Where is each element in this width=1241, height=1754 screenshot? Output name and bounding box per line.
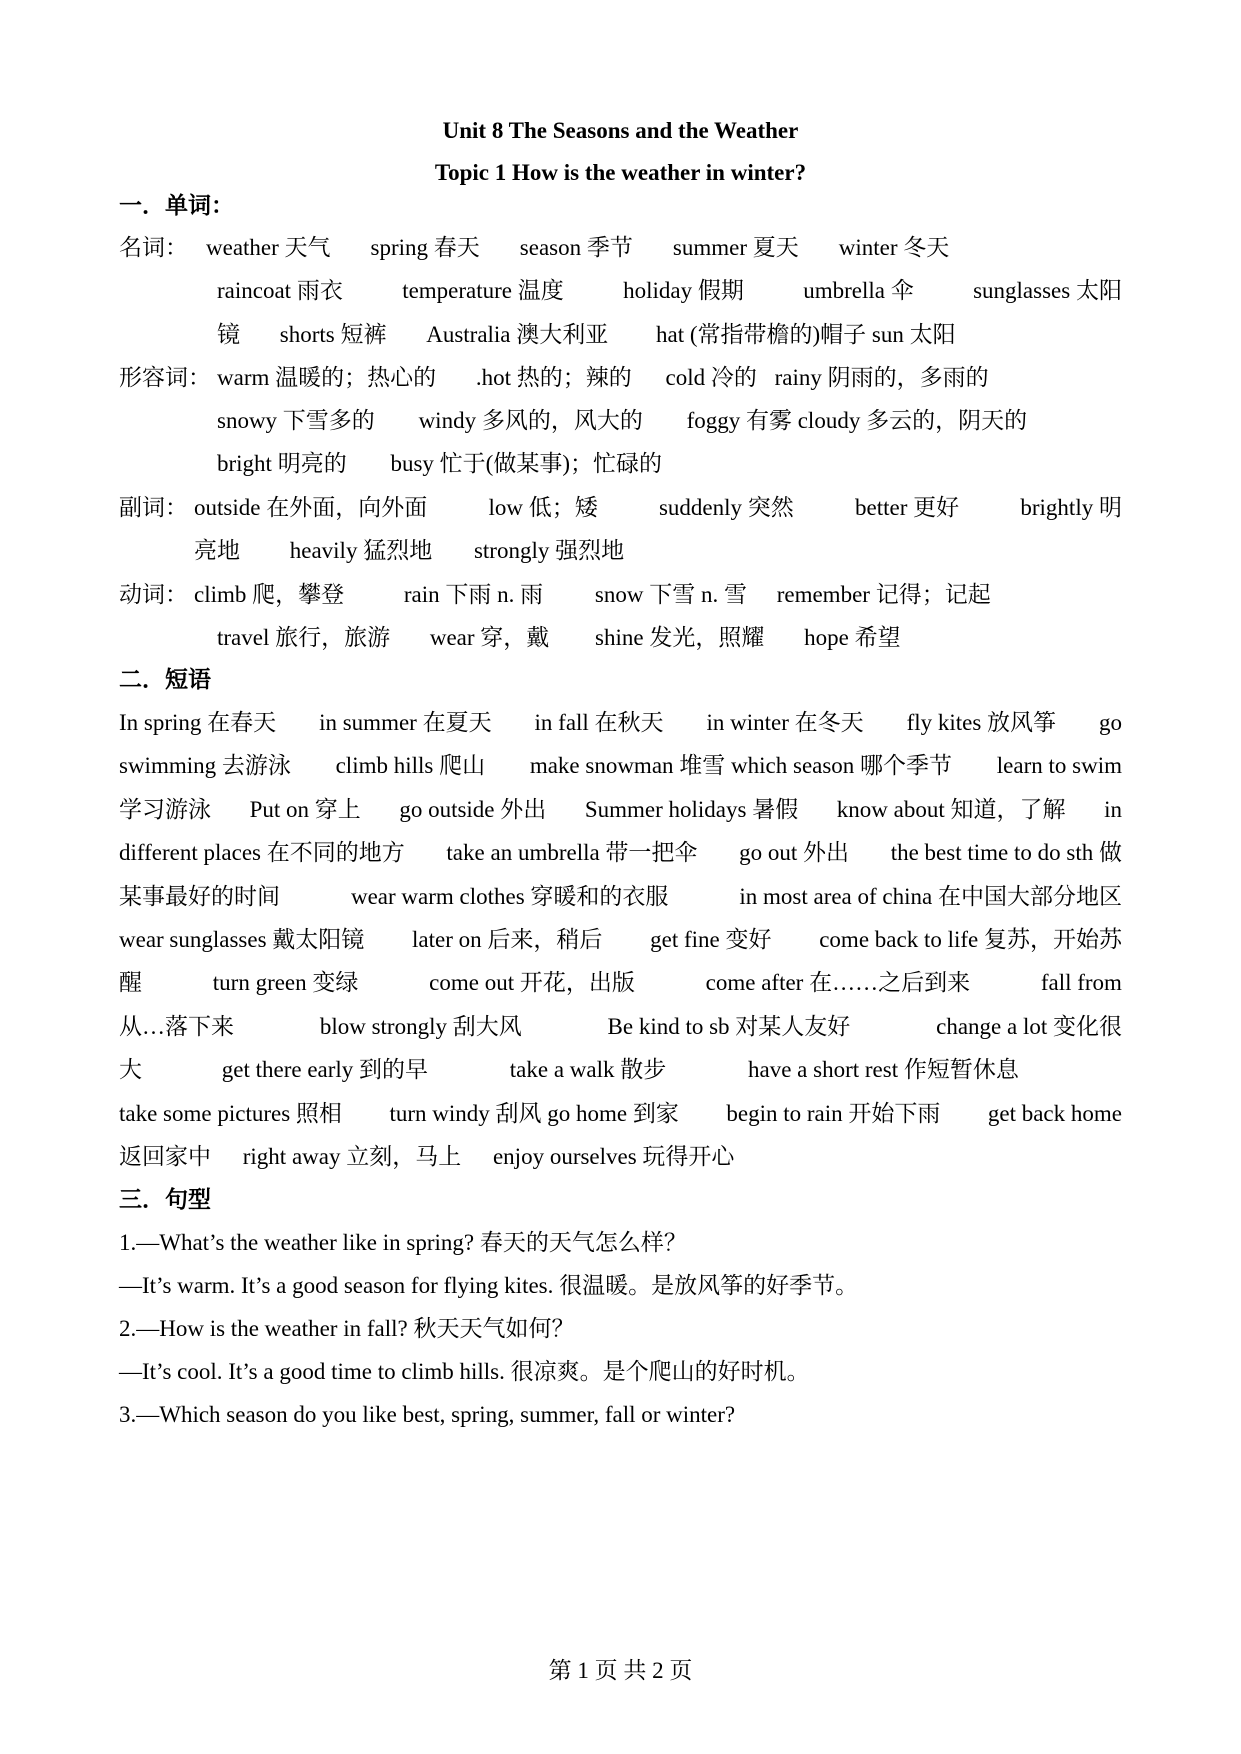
- adjectives-row-2: [217, 406, 1027, 436]
- verbs-label: 动词：: [119, 582, 188, 607]
- phrase-item: go out 外出: [739, 840, 850, 865]
- adverbs-label: 副词：: [119, 495, 188, 520]
- phrase-item: come out 开花，出版: [429, 970, 635, 995]
- phrase-item: blow strongly 刮大风: [319, 1014, 522, 1039]
- phrase-item: in fall 在秋天: [534, 710, 664, 735]
- vocab-item: rain 下雨 n. 雨: [403, 582, 544, 607]
- vocab-item: windy 多风的，风大的: [418, 408, 643, 433]
- vocab-item: remember 记得；记起: [776, 582, 991, 607]
- phrase-item: go: [1098, 710, 1122, 735]
- phrase-item: later on 后来，稍后: [412, 927, 603, 952]
- vocab-item: temperature 温度: [402, 278, 564, 303]
- vocab-item: suddenly 突然: [658, 495, 794, 520]
- phrase-item: go outside 外出: [399, 797, 547, 822]
- vocab-item: climb 爬，攀登: [194, 582, 345, 607]
- sentence-line: —It’s cool. It’s a good time to climb hills. 很凉爽。是个爬山的好时机。: [119, 1359, 810, 1384]
- phrase-item: get back home: [987, 1101, 1122, 1126]
- vocab-item: hope 希望: [804, 625, 901, 650]
- vocab-item: 镜: [217, 322, 240, 347]
- vocab-item: brightly 明: [1020, 495, 1122, 520]
- vocab-item: busy 忙于(做某事)；忙碌的: [390, 451, 662, 476]
- vocab-item: summer 夏天: [672, 235, 799, 260]
- phrase-item: in most area of china 在中国大部分地区: [739, 884, 1122, 909]
- phrase-line-11: [119, 1142, 734, 1172]
- phrase-line-5: [119, 882, 1122, 912]
- vocab-item: better 更好: [855, 495, 960, 520]
- phrase-item: begin to rain 开始下雨: [726, 1101, 941, 1126]
- phrase-item: right away 立刻，马上: [242, 1144, 462, 1169]
- phrase-item: get there early 到的早: [221, 1057, 429, 1082]
- phrase-item: wear warm clothes 穿暖和的衣服: [350, 884, 669, 909]
- vocab-item: foggy 有雾 cloudy 多云的，阴天的: [686, 408, 1028, 433]
- phrase-line-10: [119, 1099, 1122, 1129]
- vocab-item: travel 旅行，旅游: [217, 625, 391, 650]
- phrase-item: Be kind to sb 对某人友好: [607, 1014, 851, 1039]
- vocab-item: hat (常指带檐的)帽子 sun 太阳: [656, 322, 956, 347]
- adjectives-row-3: [217, 449, 662, 479]
- nouns-row-3: [217, 320, 956, 350]
- phrase-item: 大: [119, 1057, 142, 1082]
- vocab-item: heavily 猛烈地: [289, 538, 433, 563]
- phrase-item: turn windy 刮风 go home 到家: [389, 1101, 679, 1126]
- vocab-item: low 低；矮: [488, 495, 598, 520]
- phrase-item: fly kites 放风筝: [906, 710, 1057, 735]
- vocab-item: shine 发光，照耀: [595, 625, 765, 650]
- phrase-line-6: [119, 925, 1122, 955]
- phrase-item: take an umbrella 带一把伞: [446, 840, 698, 865]
- phrase-item: Summer holidays 暑假: [584, 797, 799, 822]
- phrase-item: learn to swim: [996, 753, 1122, 778]
- section-heading-phrases: 二．短语: [119, 667, 211, 692]
- adverbs-row-2: [194, 536, 624, 566]
- sentence-line: 3.—Which season do you like best, spring, summer, fall or winter?: [119, 1402, 736, 1427]
- phrase-item: in winter 在冬天: [706, 710, 864, 735]
- phrase-line-1: [119, 708, 1122, 738]
- phrase-item: turn green 变绿: [212, 970, 359, 995]
- phrase-item: fall from: [1040, 970, 1122, 995]
- vocab-item: 亮地: [194, 538, 240, 563]
- phrase-line-7: [119, 968, 1122, 998]
- phrase-item: take a walk 散步: [509, 1057, 667, 1082]
- adverbs-row-1: [194, 493, 1122, 523]
- phrase-item: change a lot 变化很: [936, 1014, 1122, 1039]
- vocab-item: warm 温暖的；热心的: [217, 365, 437, 390]
- phrase-item: In spring 在春天: [119, 710, 277, 735]
- vocab-item: raincoat 雨衣: [217, 278, 343, 303]
- vocab-item: bright 明亮的: [217, 451, 347, 476]
- phrase-item: 醒: [119, 970, 142, 995]
- phrase-item: take some pictures 照相: [119, 1101, 342, 1126]
- sentence-line: 1.—What’s the weather like in spring? 春天的天气怎么样？: [119, 1230, 687, 1255]
- phrase-item: different places 在不同的地方: [119, 840, 405, 865]
- phrase-item: Put on 穿上: [249, 797, 361, 822]
- vocab-item: snow 下雪 n. 雪: [594, 582, 747, 607]
- phrase-item: have a short rest 作短暂休息: [748, 1057, 1019, 1082]
- adjectives-row-1: [217, 363, 989, 393]
- phrase-line-2: [119, 751, 1122, 781]
- vocab-item: outside 在外面，向外面: [194, 495, 428, 520]
- vocab-item: umbrella 伞: [803, 278, 914, 303]
- phrase-item: swimming 去游泳: [119, 753, 291, 778]
- phrase-item: come back to life 复苏，开始苏: [819, 927, 1122, 952]
- phrase-item: enjoy ourselves 玩得开心: [492, 1144, 735, 1169]
- phrase-item: the best time to do sth 做: [890, 840, 1122, 865]
- vocab-item: snowy 下雪多的: [217, 408, 375, 433]
- phrase-item: 从…落下来: [119, 1014, 234, 1039]
- phrase-line-8: [119, 1012, 1122, 1042]
- vocab-item: sunglasses 太阳: [973, 278, 1122, 303]
- adjectives-label: 形容词：: [119, 365, 211, 390]
- phrase-item: wear sunglasses 戴太阳镜: [119, 927, 365, 952]
- phrase-item: get fine 变好: [650, 927, 772, 952]
- nouns-label: 名词：: [119, 235, 188, 260]
- vocab-item: spring 春天: [370, 235, 480, 260]
- nouns-row-1: [206, 233, 1006, 263]
- sentence-line: 2.—How is the weather in fall? 秋天天气如何？: [119, 1316, 575, 1341]
- section-heading-sentence-patterns: 三．句型: [119, 1187, 211, 1212]
- vocab-item: winter 冬天: [838, 235, 950, 260]
- document-title: Unit 8 The Seasons and the Weather: [442, 118, 799, 143]
- vocab-item: Australia 澳大利亚: [426, 322, 609, 347]
- section-heading-vocabulary: 一．单词：: [119, 193, 234, 218]
- nouns-row-2: [217, 276, 1122, 306]
- phrase-line-9: [119, 1055, 1019, 1085]
- phrase-item: in: [1104, 797, 1122, 822]
- phrase-item: come after 在……之后到来: [705, 970, 971, 995]
- vocab-item: .hot 热的；辣的: [475, 365, 632, 390]
- phrase-item: 某事最好的时间: [119, 884, 280, 909]
- vocab-item: rainy 阴雨的，多雨的: [774, 365, 989, 390]
- document-subtitle: Topic 1 How is the weather in winter?: [434, 160, 807, 185]
- phrase-item: 返回家中: [119, 1144, 211, 1169]
- verbs-row-1: [194, 580, 991, 610]
- vocab-item: cold 冷的: [665, 365, 757, 390]
- vocab-item: shorts 短裤: [279, 322, 387, 347]
- vocab-item: weather 天气: [206, 235, 331, 260]
- phrase-line-3: [119, 795, 1122, 825]
- phrase-line-4: [119, 838, 1122, 868]
- vocab-item: season 季节: [519, 235, 633, 260]
- vocab-item: strongly 强烈地: [473, 538, 625, 563]
- page-footer: 第 1 页 共 2 页: [548, 1658, 693, 1683]
- phrase-item: 学习游泳: [119, 797, 211, 822]
- vocab-item: holiday 假期: [623, 278, 744, 303]
- sentence-line: —It’s warm. It’s a good season for flying kites. 很温暖。是放风筝的好季节。: [119, 1273, 859, 1298]
- phrase-item: in summer 在夏天: [319, 710, 492, 735]
- phrase-item: make snowman 堆雪 which season 哪个季节: [529, 753, 953, 778]
- verbs-row-2: [217, 623, 901, 653]
- phrase-item: climb hills 爬山: [335, 753, 486, 778]
- phrase-item: know about 知道，了解: [836, 797, 1066, 822]
- vocab-item: wear 穿，戴: [429, 625, 550, 650]
